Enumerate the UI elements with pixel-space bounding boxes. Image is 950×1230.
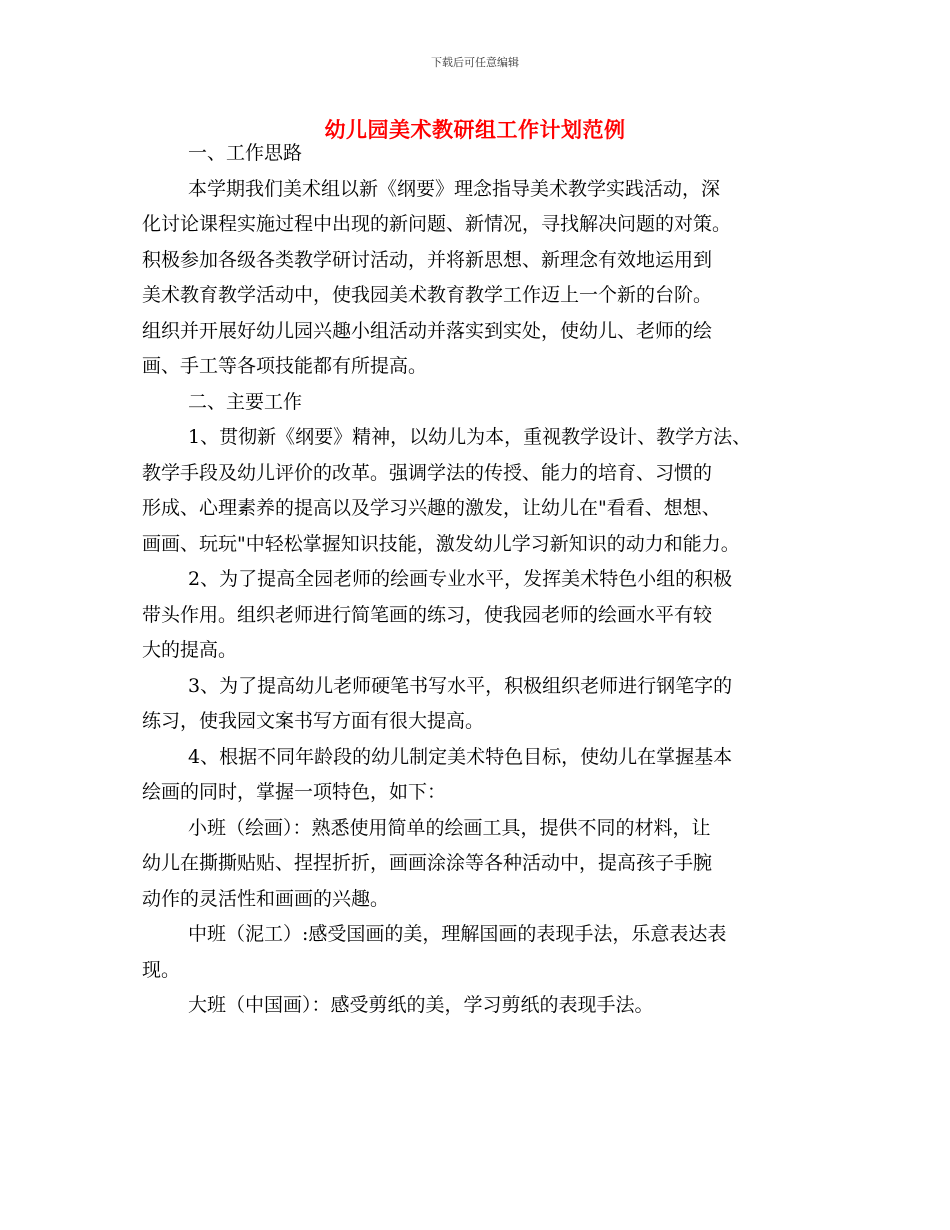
text-line: 画画、玩玩"中轻松掌握知识技能，激发幼儿学习新知识的动力和能力。 [142,532,740,555]
text-line: 教学手段及幼儿评价的改革。强调学法的传授、能力的培育、习惯的 [142,461,713,484]
text-line: 1、贯彻新《纲要》精神，以幼儿为本，重视教学设计、教学方法、 [188,426,752,448]
header-note: 下载后可任意编辑 [431,56,519,69]
text-line: 画、手工等各项技能都有所提高。 [142,355,428,377]
text-line: 一、工作思路 [188,142,303,164]
paragraph [142,420,832,562]
text-line: 4、根据不同年龄段的幼儿制定美术特色目标，使幼儿在掌握基本 [188,745,733,768]
text-line: 本学期我们美术组以新《纲要》理念指导美术教学实践活动，深 [188,177,721,200]
paragraph [142,740,832,811]
document-body [142,136,832,1024]
paragraph [142,669,832,740]
text-line: 积极参加各级各类教学研讨活动，并将新思想、新理念有效地运用到 [142,248,713,271]
text-line: 中班（泥工）:感受国画的美，理解国画的表现手法，乐意表达表 [188,923,727,945]
text-line: 3、为了提高幼儿老师硬笔书写水平，积极组织老师进行钢笔字的 [188,674,733,697]
text-line: 组织并开展好幼儿园兴趣小组活动并落实到实处，使幼儿、老师的绘 [142,319,713,342]
text-line: 形成、心理素养的提高以及学习兴趣的激发，让幼儿在"看看、想想、 [142,497,721,519]
paragraph [142,562,832,669]
text-line: 绘画的同时，掌握一项特色，如下： [142,781,447,803]
document-title: 幼儿园美术教研组工作计划范例 [324,118,626,142]
text-line: 化讨论课程实施过程中出现的新问题、新情况，寻找解决问题的对策。 [142,213,732,235]
text-line: 2、为了提高全园老师的绘画专业水平，发挥美术特色小组的积极 [188,568,733,590]
text-line: 大班（中国画）：感受剪纸的美，学习剪纸的表现手法。 [188,994,654,1016]
text-line: 动作的灵活性和画画的兴趣。 [142,887,390,910]
text-line: 现。 [142,958,181,981]
text-line: 幼儿在撕撕贴贴、捏捏折折，画画涂涂等各种活动中，提高孩子手腕 [142,852,713,874]
paragraph [142,988,832,1024]
text-line: 美术教育教学活动中，使我园美术教育教学工作迈上一个新的台阶。 [142,284,713,306]
section-heading [142,385,832,421]
text-line: 带头作用。组织老师进行简笔画的练习，使我园老师的绘画水平有较 [142,603,713,626]
text-line: 小班（绘画）：熟悉使用简单的绘画工具，提供不同的材料，让 [188,816,711,839]
text-line: 练习，使我园文案书写方面有很大提高。 [142,710,485,732]
paragraph [142,811,832,918]
text-line: 大的提高。 [142,639,238,661]
paragraph [142,172,832,385]
section-heading [142,136,832,172]
paragraph [142,917,832,988]
text-line: 二、主要工作 [188,390,303,413]
